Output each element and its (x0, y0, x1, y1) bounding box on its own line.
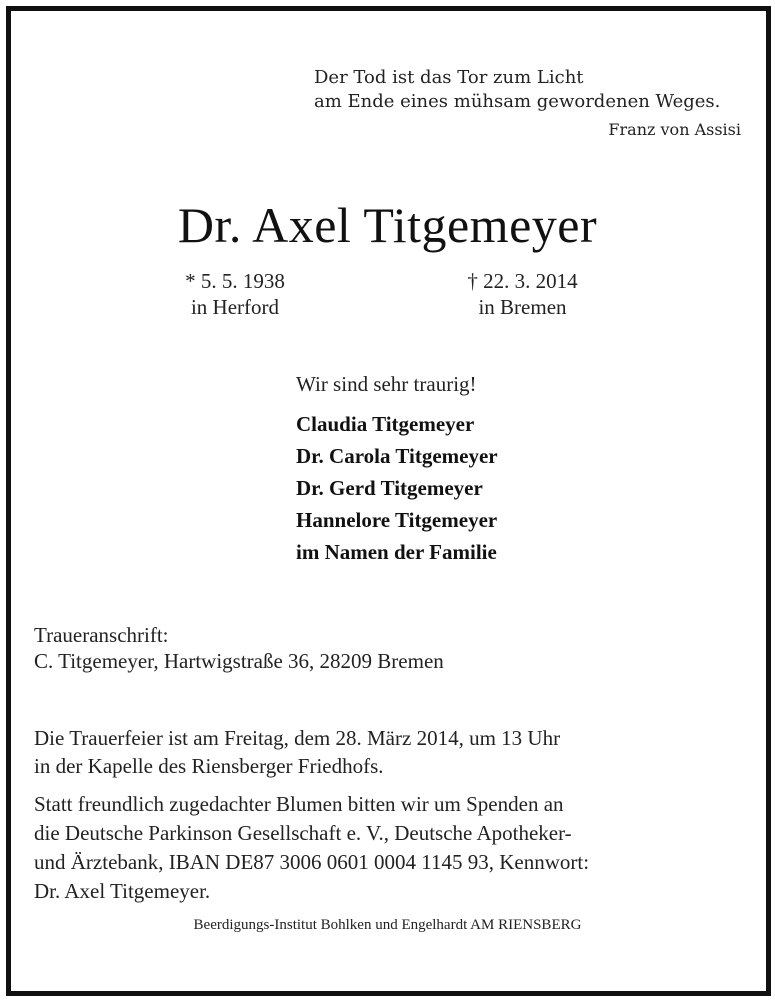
deceased-name: Dr. Axel Titgemeyer (177, 197, 598, 253)
birth-date: * 5. 5. 1938 (185, 269, 285, 293)
birth-place: in Herford (190, 295, 280, 319)
death-info (440, 268, 605, 320)
address-label: Traueranschrift: (34, 623, 169, 647)
mourner-list (296, 408, 498, 568)
funeral-home: Beerdigungs-Institut Bohlken und Engelhardt AM RIENSBERG (193, 917, 582, 933)
quote-line-1: Der Tod ist das Tor zum Licht (314, 67, 584, 88)
quote-line-2: am Ende eines mühsam gewordenen Weges. (314, 91, 721, 112)
mourner-name: Dr. Gerd Titgemeyer (296, 476, 483, 500)
mourner-name: Hannelore Titgemeyer (296, 508, 498, 532)
address-value: C. Titgemeyer, Hartwigstraße 36, 28209 Bremen (34, 649, 444, 673)
donation-line-3: und Ärztebank, IBAN DE87 3006 0601 0004 1145 93, Kennwort: (34, 850, 590, 874)
donation-line-1: Statt freundlich zugedachter Blumen bitten wir um Spenden an (34, 792, 564, 816)
mourner-name: Dr. Carola Titgemeyer (296, 444, 498, 468)
ceremony-line-2: in der Kapelle des Riensberger Friedhofs. (34, 754, 384, 778)
death-place: in Bremen (478, 295, 567, 319)
ceremony-line-1: Die Trauerfeier ist am Freitag, dem 28. März 2014, um 13 Uhr (34, 726, 561, 750)
donation-line-2: die Deutsche Parkinson Gesellschaft e. V., Deutsche Apotheker- (34, 821, 572, 845)
donation-line-4: Dr. Axel Titgemeyer. (34, 879, 211, 903)
death-date: † 22. 3. 2014 (467, 269, 578, 293)
mourners-intro: Wir sind sehr traurig! (296, 372, 477, 396)
mourner-name: Claudia Titgemeyer (296, 412, 475, 436)
mourner-family: im Namen der Familie (296, 540, 497, 564)
birth-info (160, 268, 310, 320)
quote-author: Franz von Assisi (608, 120, 741, 139)
